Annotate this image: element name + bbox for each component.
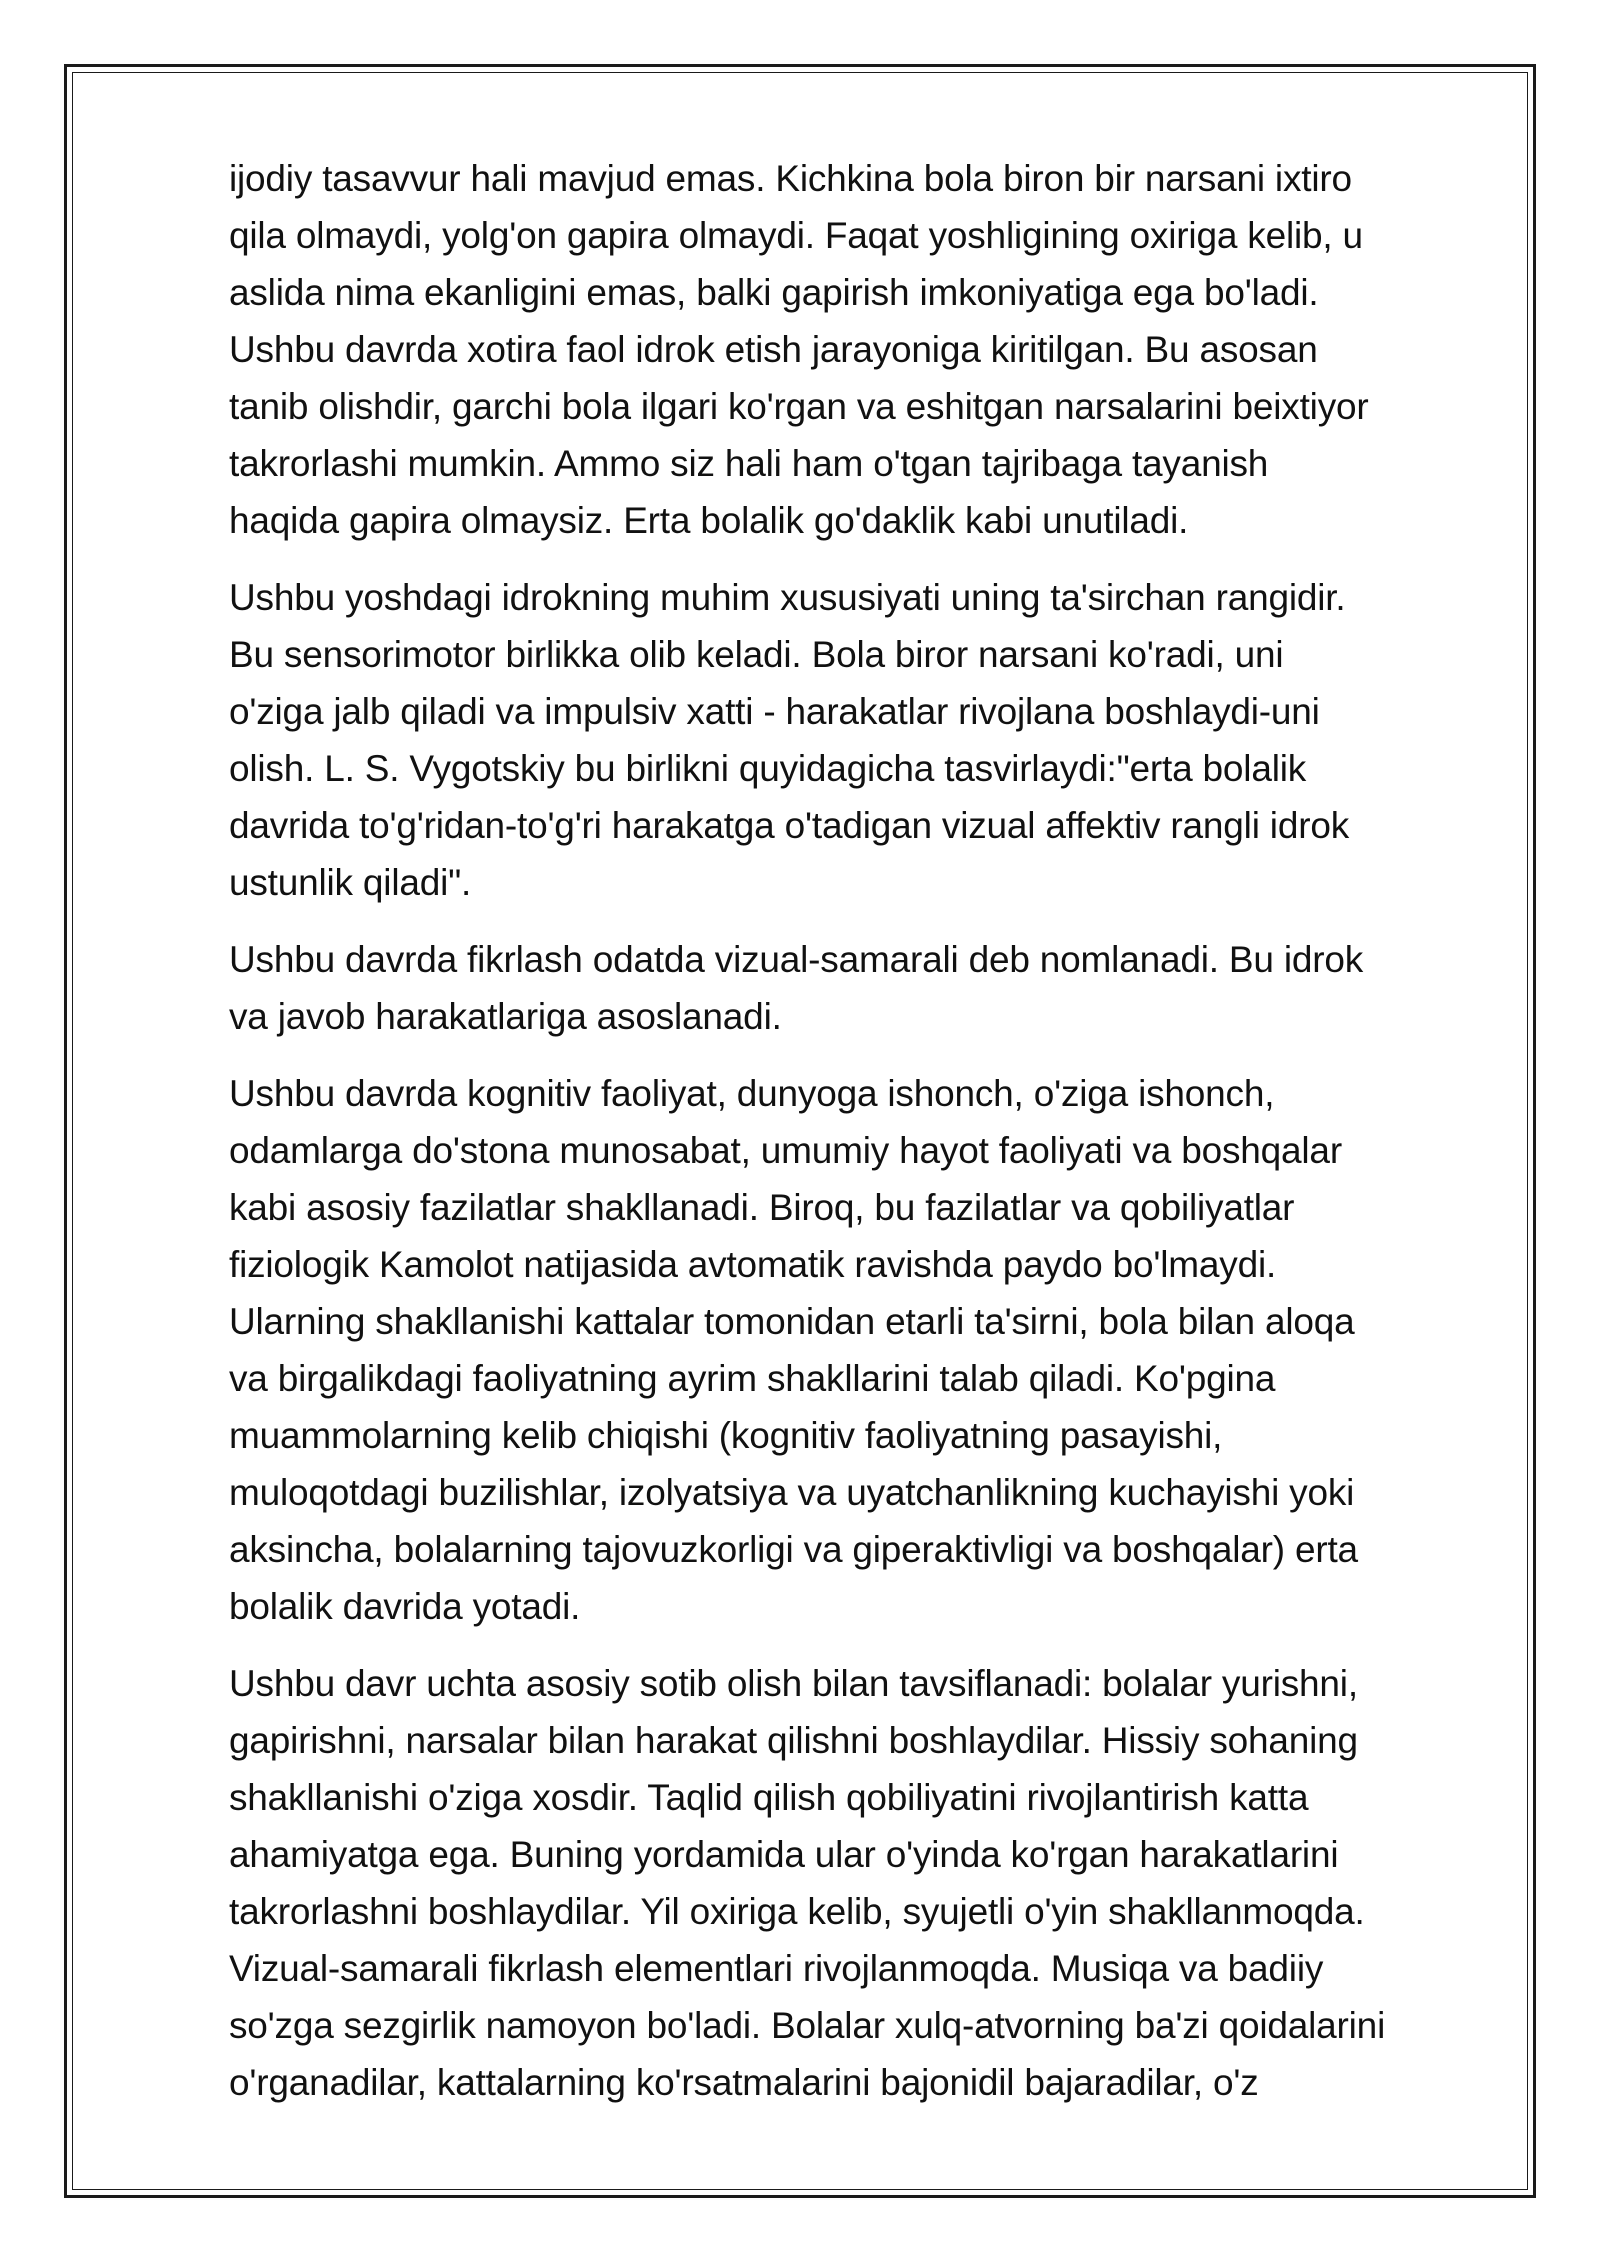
document-body [229, 150, 1499, 2131]
text-line: davrida to'g'ridan-to'g'ri harakatga o'tadigan vizual affektiv rangli idrok [229, 805, 1350, 846]
text-line: tanib olishdir, garchi bola ilgari ko'rgan va eshitgan narsalarini beixtiyor [229, 386, 1369, 427]
text-line: odamlarga do'stona munosabat, umumiy hayot faoliyati va boshqalar [229, 1130, 1342, 1171]
text-line: Ushbu davrda kognitiv faoliyat, dunyoga ishonch, o'ziga ishonch, [229, 1073, 1275, 1114]
text-line: ijodiy tasavvur hali mavjud emas. Kichkina bola biron bir narsani ixtiro [229, 158, 1352, 199]
text-line: so'zga sezgirlik namoyon bo'ladi. Bolalar xulq-atvorning ba'zi qoidalarini [229, 2005, 1386, 2046]
text-line: Vizual-samarali fikrlash elementlari rivojlanmoqda. Musiqa va badiiy [229, 1948, 1324, 1989]
text-line: shakllanishi o'ziga xosdir. Taqlid qilish qobiliyatini rivojlantirish katta [229, 1777, 1309, 1818]
text-line: takrorlashi mumkin. Ammo siz hali ham o'tgan tajribaga tayanish [229, 443, 1269, 484]
paragraph-2 [229, 569, 1499, 911]
text-line: o'ziga jalb qiladi va impulsiv xatti - harakatlar rivojlana boshlaydi-uni [229, 691, 1320, 732]
text-line: Ularning shakllanishi kattalar tomonidan etarli ta'sirni, bola bilan aloqa [229, 1301, 1355, 1342]
text-line: Ushbu davr uchta asosiy sotib olish bilan tavsiflanadi: bolalar yurishni, [229, 1663, 1358, 1704]
text-line: bolalik davrida yotadi. [229, 1586, 581, 1627]
text-line: muammolarning kelib chiqishi (kognitiv faoliyatning pasayishi, [229, 1415, 1223, 1456]
paragraph-3 [229, 931, 1499, 1045]
text-line: ustunlik qiladi". [229, 862, 472, 903]
text-line: haqida gapira olmaysiz. Erta bolalik go'daklik kabi unutiladi. [229, 500, 1189, 541]
text-line: Bu sensorimotor birlikka olib keladi. Bola biror narsani ko'radi, uni [229, 634, 1284, 675]
text-line: gapirishni, narsalar bilan harakat qilishni boshlaydilar. Hissiy sohaning [229, 1720, 1358, 1761]
text-line: kabi asosiy fazilatlar shakllanadi. Biroq, bu fazilatlar va qobiliyatlar [229, 1187, 1295, 1228]
text-line: Ushbu yoshdagi idrokning muhim xususiyati uning ta'sirchan rangidir. [229, 577, 1346, 618]
text-line: muloqotdagi buzilishlar, izolyatsiya va uyatchanlikning kuchayishi yoki [229, 1472, 1355, 1513]
paragraph-5 [229, 1655, 1499, 2111]
text-line: takrorlashni boshlaydilar. Yil oxiriga kelib, syujetli o'yin shakllanmoqda. [229, 1891, 1365, 1932]
text-line: fiziologik Kamolot natijasida avtomatik ravishda paydo bo'lmaydi. [229, 1244, 1277, 1285]
text-line: Ushbu davrda fikrlash odatda vizual-samarali deb nomlanadi. Bu idrok [229, 939, 1364, 980]
paragraph-4 [229, 1065, 1499, 1635]
text-line: Ushbu davrda xotira faol idrok etish jarayoniga kiritilgan. Bu asosan [229, 329, 1318, 370]
text-line: ahamiyatga ega. Buning yordamida ular o'yinda ko'rgan harakatlarini [229, 1834, 1339, 1875]
paragraph-1 [229, 150, 1499, 549]
text-line: aslida nima ekanligini emas, balki gapirish imkoniyatiga ega bo'ladi. [229, 272, 1319, 313]
text-line: va javob harakatlariga asoslanadi. [229, 996, 782, 1037]
text-line: qila olmaydi, yolg'on gapira olmaydi. Faqat yoshligining oxiriga kelib, u [229, 215, 1363, 256]
text-line: olish. L. S. Vygotskiy bu birlikni quyidagicha tasvirlaydi:"erta bolalik [229, 748, 1307, 789]
text-line: va birgalikdagi faoliyatning ayrim shakllarini talab qiladi. Ko'pgina [229, 1358, 1276, 1399]
text-line: o'rganadilar, kattalarning ko'rsatmalarini bajonidil bajaradilar, o'z [229, 2062, 1259, 2103]
text-line: aksincha, bolalarning tajovuzkorligi va giperaktivligi va boshqalar) erta [229, 1529, 1358, 1570]
